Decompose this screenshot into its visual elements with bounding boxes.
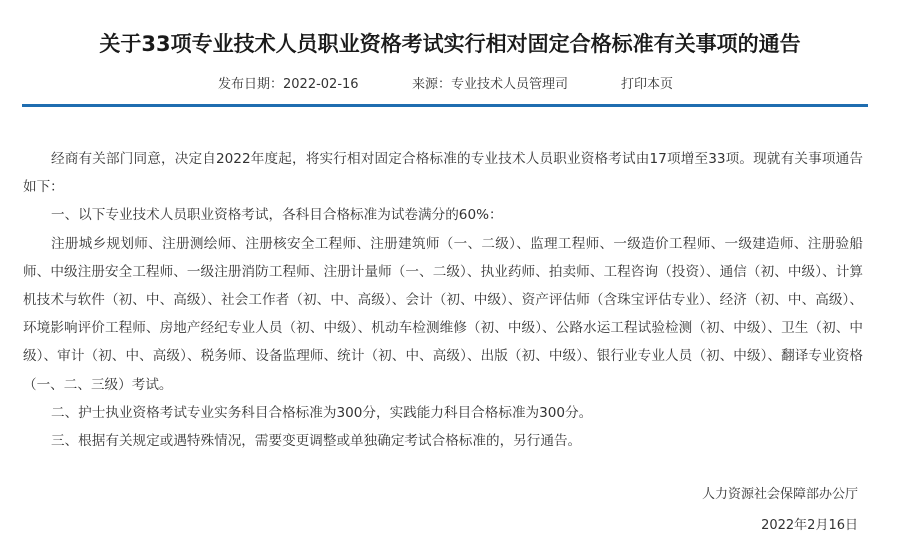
- publish-date: 发布日期：2022-02-16: [218, 77, 359, 92]
- paragraph-item-3: 三、根据有关规定或遇特殊情况，需要变更调整或单独确定考试合格标准的，另行通告。: [51, 433, 582, 450]
- print-page-link[interactable]: 打印本页: [621, 77, 674, 92]
- paragraph-item-2: 二、护士执业资格考试专业实务科目合格标准为300分，实践能力科目合格标准为300分。: [51, 404, 593, 421]
- page-title: 关于33项专业技术人员职业资格考试实行相对固定合格标准有关事项的通告: [99, 32, 801, 56]
- paragraph-exam-list: 注册城乡规划师、注册测绘师、注册核安全工程师、注册建筑师（一、二级）、监理工程师、一级造价工程师、一级建造师、注册验船师、中级注册安全工程师、一级注册消防工程师、注册计量师（一、二级）、执业药师、拍卖师、工程咨询（投资）、通信（初、中级）、计算机技术与软件（初、中、高级）、社会工作者（初、中、高级）、会计（初、中级）、资产评估师（含珠宝评估专业）、经济（初、中、高级）、环境影响评价工程师、房地产经纪专业人员（初、中级）、机动车检测维修（初、中级）、公路水运工程试验检测（初、中级）、卫生（初、中级）、审计（初、中、高级）、税务师、设备监理师、统计（初、中、高级）、出版（初、中级）、银行业专业人员（初、中级）、翻译专业资格（一、二、三级）考试。: [23, 235, 863, 393]
- title-divider: [22, 104, 868, 107]
- issue-date: 2022年2月16日: [761, 518, 858, 533]
- paragraph-intro: 经商有关部门同意，决定自2022年度起，将实行相对固定合格标准的专业技术人员职业资格考试由17项增至33项。现就有关事项通告如下：: [23, 151, 863, 196]
- paragraph-item-1: 一、以下专业技术人员职业资格考试，各科目合格标准为试卷满分的60%：: [51, 207, 503, 224]
- source-label: 来源：专业技术人员管理司: [412, 77, 569, 92]
- article-body: [23, 145, 863, 455]
- issuer-signature: 人力资源社会保障部办公厅: [701, 487, 858, 502]
